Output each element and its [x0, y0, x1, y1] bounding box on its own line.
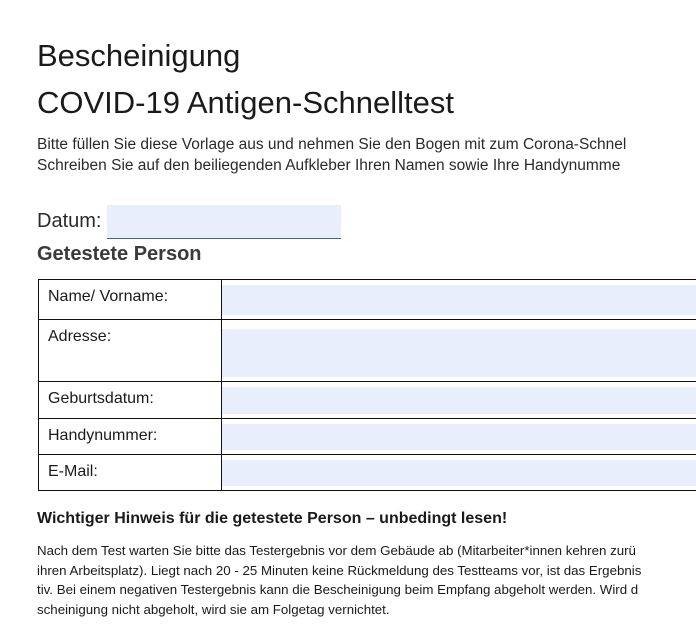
birthdate-input[interactable] [222, 387, 696, 414]
document-title-line-2: COVID-19 Antigen-Schnelltest [37, 85, 454, 120]
field-label-birthdate: Geburtsdatum: [39, 382, 222, 419]
intro-text [37, 134, 626, 176]
phone-input[interactable] [222, 424, 696, 450]
section-heading-tested-person: Getestete Person [37, 243, 202, 265]
notice-line: ihren Arbeitsplatz). Liegt nach 20 - 25 Minuten keine Rückmeldung des Testteams vor, ist das Ergebnis [37, 562, 642, 578]
table-row [39, 419, 696, 455]
person-form-table [38, 279, 696, 491]
field-label-name: Name/ Vorname: [39, 280, 222, 320]
field-cell [222, 455, 696, 491]
table-row [39, 320, 696, 382]
table-row [39, 280, 696, 320]
field-cell [222, 320, 696, 382]
intro-line: Schreiben Sie auf den beiliegenden Aufkleber Ihren Namen sowie Ihre Handynumme [37, 157, 621, 174]
email-input[interactable] [222, 460, 696, 486]
field-label-phone: Handynummer: [39, 419, 222, 455]
notice-line: scheinigung nicht abgeholt, wird sie am Folgetag vernichtet. [37, 601, 390, 617]
name-input[interactable] [222, 285, 696, 315]
notice-body [37, 541, 641, 619]
intro-line: Bitte füllen Sie diese Vorlage aus und nehmen Sie den Bogen mit zum Corona-Schnel [37, 136, 627, 153]
datum-input[interactable] [107, 205, 341, 239]
notice-heading: Wichtiger Hinweis für die getestete Person – unbedingt lesen! [37, 510, 508, 527]
table-row [39, 382, 696, 419]
datum-label: Datum: [37, 210, 102, 232]
document-title-line-1: Bescheinigung [37, 38, 241, 73]
field-cell [222, 382, 696, 419]
table-row [39, 455, 696, 491]
field-label-address: Adresse: [39, 320, 222, 382]
field-cell [222, 419, 696, 455]
notice-line: Nach dem Test warten Sie bitte das Testergebnis vor dem Gebäude ab (Mitarbeiter*innen kehren zurü [37, 543, 636, 558]
notice-line: tiv. Bei einem negativen Testergebnis kann die Bescheinigung beim Empfang abgeholt werden. Wird d [37, 582, 639, 597]
field-label-email: E-Mail: [39, 455, 222, 491]
datum-row [37, 197, 341, 231]
address-input[interactable] [222, 329, 696, 377]
field-cell [222, 280, 696, 320]
